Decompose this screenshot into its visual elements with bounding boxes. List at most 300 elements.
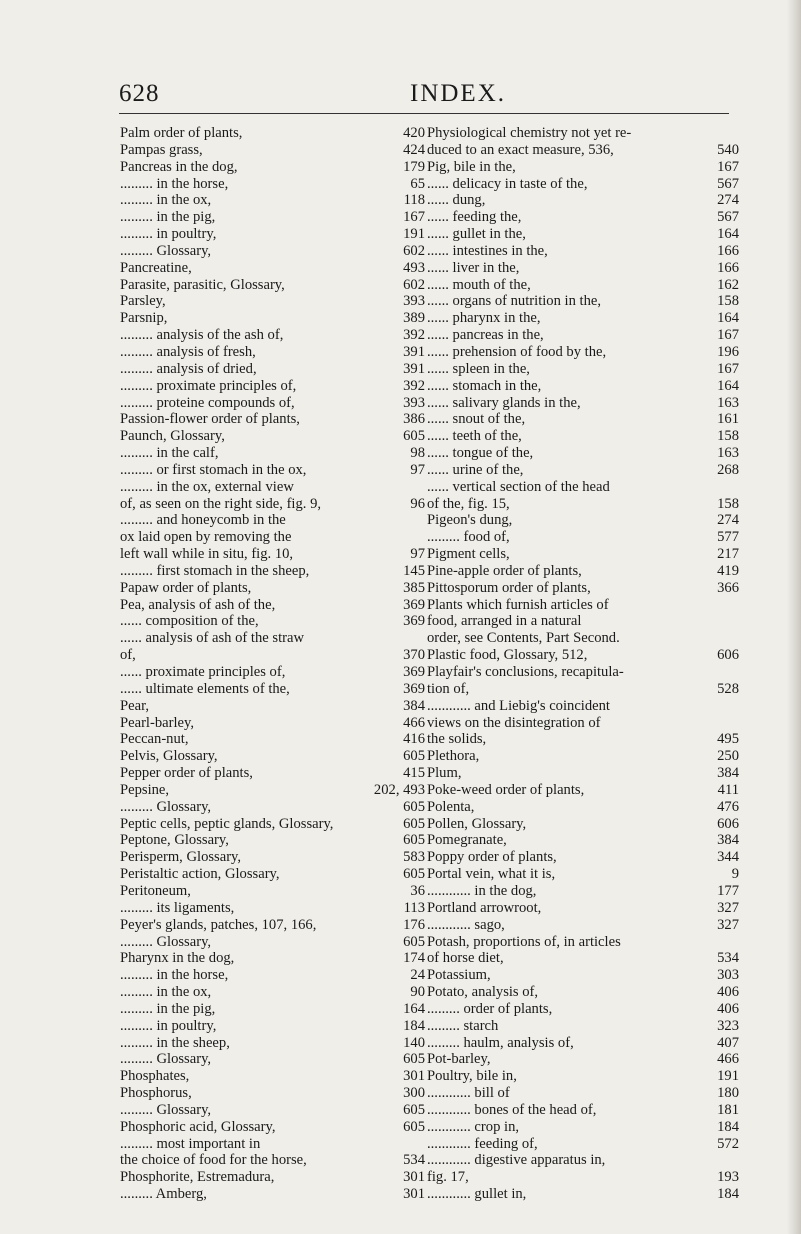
- entry-page-ref: 301: [403, 1068, 425, 1085]
- entry-term: Phosphorite, Estremadura,: [120, 1169, 275, 1186]
- entry-term: ......... first stomach in the sheep,: [120, 562, 310, 579]
- entry-page-ref: 303: [717, 967, 739, 984]
- entry-term: ...... feeding the,: [427, 209, 522, 226]
- entry-term: ......... Glossary,: [120, 798, 212, 815]
- entry-page-ref: 167: [403, 209, 425, 226]
- entry-term: ...... gullet in the,: [427, 226, 526, 243]
- entry-page-ref: 393: [403, 293, 425, 310]
- index-entry: [120, 950, 425, 967]
- page-header: [0, 80, 801, 110]
- index-entry: [120, 529, 425, 546]
- index-entry: [120, 327, 425, 344]
- entry-term: ...... ultimate elements of the,: [120, 680, 290, 697]
- entry-page-ref: 36: [410, 882, 425, 899]
- entry-page-ref: 202, 493: [373, 781, 425, 798]
- left-column: [120, 125, 425, 1203]
- entry-page-ref: 411: [717, 781, 739, 798]
- index-entry: [427, 479, 739, 496]
- entry-term: ......... Amberg,: [120, 1186, 207, 1203]
- entry-term: ......... in poultry,: [120, 226, 217, 243]
- entry-page-ref: 24: [410, 967, 425, 984]
- entry-page-ref: 389: [403, 310, 425, 327]
- entry-term: left wall while in situ, fig. 10,: [120, 546, 294, 563]
- index-entry: [120, 731, 425, 748]
- entry-term: ...... snout of the,: [427, 411, 526, 428]
- entry-term: Perisperm, Glossary,: [120, 849, 242, 866]
- index-entry: [427, 883, 739, 900]
- entry-term: ............ bill of: [427, 1085, 510, 1102]
- entry-term: ......... in the ox,: [120, 192, 212, 209]
- index-entry: [120, 1068, 425, 1085]
- entry-page-ref: 301: [403, 1186, 425, 1203]
- entry-term: Poke-weed order of plants,: [427, 781, 585, 798]
- index-entry: [427, 496, 739, 513]
- entry-term: ......... starch: [427, 1017, 499, 1034]
- entry-term: ......... proteine compounds of,: [120, 394, 295, 411]
- entry-page-ref: 118: [403, 192, 425, 209]
- entry-term: Pear,: [120, 697, 149, 714]
- entry-page-ref: 191: [403, 226, 425, 243]
- index-entry: [120, 967, 425, 984]
- entry-term: ......... in the calf,: [120, 445, 219, 462]
- entry-term: ............ digestive apparatus in,: [427, 1152, 606, 1169]
- entry-term: ......... Glossary,: [120, 1101, 212, 1118]
- index-entry: [120, 883, 425, 900]
- entry-page-ref: 158: [717, 293, 739, 310]
- entry-term: ......... analysis of fresh,: [120, 343, 256, 360]
- entry-term: Plastic food, Glossary, 512,: [427, 647, 588, 664]
- entry-page-ref: 466: [717, 1051, 739, 1068]
- index-entry: [120, 395, 425, 412]
- entry-page-ref: 90: [410, 984, 425, 1001]
- entry-page-ref: 301: [403, 1169, 425, 1186]
- index-entry: [427, 462, 739, 479]
- index-entry: [427, 1152, 739, 1169]
- entry-term: Portland arrowroot,: [427, 899, 542, 916]
- entry-term: ............ sago,: [427, 916, 505, 933]
- index-entry: [427, 866, 739, 883]
- index-entry: [427, 209, 739, 226]
- entry-term: Playfair's conclusions, recapitula-: [427, 664, 624, 680]
- entry-page-ref: 161: [717, 411, 739, 428]
- index-entry: [120, 479, 425, 496]
- entry-page-ref: 606: [717, 815, 739, 832]
- entry-page-ref: 196: [717, 343, 739, 360]
- entry-term: Pomegranate,: [427, 832, 507, 849]
- entry-page-ref: 602: [403, 242, 425, 259]
- entry-page-ref: 193: [717, 1169, 739, 1186]
- index-entry: [427, 310, 739, 327]
- entry-page-ref: 391: [403, 343, 425, 360]
- entry-page-ref: 369: [403, 613, 425, 630]
- index-entry: [120, 799, 425, 816]
- index-entry: [427, 428, 739, 445]
- index-entry: [427, 1001, 739, 1018]
- index-entry: [120, 361, 425, 378]
- entry-term: ............ bones of the head of,: [427, 1101, 597, 1118]
- entry-page-ref: 180: [717, 1085, 739, 1102]
- entry-page-ref: 369: [403, 680, 425, 697]
- index-entry: [120, 1152, 425, 1169]
- entry-term: Pea, analysis of ash of the,: [120, 596, 276, 613]
- index-entry: [427, 142, 739, 159]
- entry-page-ref: 344: [717, 849, 739, 866]
- entry-page-ref: 366: [717, 579, 739, 596]
- entry-page-ref: 466: [403, 714, 425, 731]
- entry-page-ref: 113: [403, 899, 425, 916]
- index-entry: [427, 411, 739, 428]
- entry-page-ref: 164: [717, 377, 739, 394]
- index-entry: [120, 917, 425, 934]
- index-entry: [120, 934, 425, 951]
- entry-term: Phosphorus,: [120, 1085, 192, 1102]
- entry-term: ......... Glossary,: [120, 933, 212, 950]
- entry-page-ref: 250: [717, 748, 739, 765]
- entry-term: Plethora,: [427, 748, 480, 765]
- entry-page-ref: 406: [717, 1000, 739, 1017]
- entry-page-ref: 386: [403, 411, 425, 428]
- entry-term: order, see Contents, Part Second.: [427, 630, 620, 647]
- index-entry: [120, 1085, 425, 1102]
- entry-term: ...... proximate principles of,: [120, 664, 286, 680]
- entry-term: ......... Glossary,: [120, 1051, 212, 1068]
- index-entry: [120, 344, 425, 361]
- entry-term: ...... mouth of the,: [427, 276, 531, 293]
- entry-term: Pot-barley,: [427, 1051, 491, 1068]
- entry-page-ref: 605: [403, 815, 425, 832]
- entry-term: Potassium,: [427, 967, 491, 984]
- entry-term: ......... in the ox, external view: [120, 478, 294, 495]
- entry-page-ref: 572: [717, 1135, 739, 1152]
- entry-term: ............ crop in,: [427, 1118, 520, 1135]
- index-entry: [427, 900, 739, 917]
- entry-page-ref: 495: [717, 731, 739, 748]
- entry-page-ref: 184: [717, 1186, 739, 1203]
- index-entry: [120, 613, 425, 630]
- index-entry: [427, 849, 739, 866]
- entry-term: ...... pancreas in the,: [427, 327, 544, 344]
- entry-term: ...... prehension of food by the,: [427, 343, 607, 360]
- entry-term: ...... dung,: [427, 192, 486, 209]
- entry-page-ref: 384: [717, 765, 739, 782]
- index-entry: [120, 563, 425, 580]
- index-entry: [427, 1085, 739, 1102]
- entry-term: Pepsine,: [120, 781, 170, 798]
- entry-term: ......... analysis of the ash of,: [120, 327, 284, 344]
- entry-term: ...... salivary glands in the,: [427, 394, 581, 411]
- entry-page-ref: 98: [410, 445, 425, 462]
- entry-term: Physiological chemistry not yet re-: [427, 125, 632, 141]
- right-column: [427, 125, 739, 1203]
- index-entry: [120, 192, 425, 209]
- entry-page-ref: 369: [403, 664, 425, 680]
- entry-term: ......... analysis of dried,: [120, 360, 257, 377]
- entry-term: ......... in the pig,: [120, 1000, 216, 1017]
- index-entry: [427, 715, 739, 732]
- entry-term: ......... its ligaments,: [120, 899, 235, 916]
- index-entry: [427, 597, 739, 614]
- index-entry: [120, 1018, 425, 1035]
- entry-term: Peccan-nut,: [120, 731, 189, 748]
- entry-page-ref: 369: [403, 596, 425, 613]
- index-entry: [427, 681, 739, 698]
- entry-term: ......... most important in: [120, 1135, 261, 1152]
- entry-term: ............ and Liebig's coincident: [427, 697, 610, 714]
- entry-page-ref: 145: [403, 562, 425, 579]
- index-entry: [427, 260, 739, 277]
- index-entry: [427, 395, 739, 412]
- index-entry: [427, 950, 739, 967]
- entry-page-ref: 420: [403, 125, 425, 141]
- entry-page-ref: 370: [403, 647, 425, 664]
- index-entry: [427, 664, 739, 681]
- index-entry: [120, 1169, 425, 1186]
- entry-term: ox laid open by removing the: [120, 529, 292, 546]
- index-entry: [120, 277, 425, 294]
- entry-page-ref: 605: [403, 866, 425, 883]
- index-entry: [120, 1035, 425, 1052]
- entry-page-ref: 164: [717, 226, 739, 243]
- index-entry: [427, 832, 739, 849]
- index-entry: [120, 580, 425, 597]
- entry-term: ......... haulm, analysis of,: [427, 1034, 574, 1051]
- entry-page-ref: 274: [717, 192, 739, 209]
- entry-page-ref: 96: [410, 495, 425, 512]
- index-entry: [120, 715, 425, 732]
- entry-term: Potato, analysis of,: [427, 984, 539, 1001]
- index-entry: [120, 428, 425, 445]
- entry-page-ref: 528: [717, 680, 739, 697]
- entry-term: fig. 17,: [427, 1169, 469, 1186]
- entry-page-ref: 163: [717, 394, 739, 411]
- index-entry: [120, 984, 425, 1001]
- entry-term: Peyer's glands, patches, 107, 166,: [120, 916, 317, 933]
- index-entry: [120, 1186, 425, 1203]
- entry-page-ref: 176: [403, 916, 425, 933]
- index-entry: [427, 1186, 739, 1203]
- index-entry: [427, 1102, 739, 1119]
- entry-page-ref: 424: [403, 141, 425, 158]
- entry-page-ref: 184: [403, 1017, 425, 1034]
- entry-page-ref: 97: [410, 461, 425, 478]
- entry-term: Portal vein, what it is,: [427, 866, 556, 883]
- index-entry: [120, 866, 425, 883]
- entry-term: ...... vertical section of the head: [427, 478, 610, 495]
- index-entry: [427, 1018, 739, 1035]
- header-rule: [119, 113, 729, 114]
- index-entry: [120, 176, 425, 193]
- index-entry: [427, 1136, 739, 1153]
- entry-term: Peptone, Glossary,: [120, 832, 229, 849]
- entry-page-ref: 605: [403, 428, 425, 445]
- entry-term: ......... in the horse,: [120, 175, 229, 192]
- index-entry: [120, 849, 425, 866]
- entry-term: the solids,: [427, 731, 487, 748]
- entry-page-ref: 179: [403, 158, 425, 175]
- entry-page-ref: 415: [403, 765, 425, 782]
- index-entry: [427, 984, 739, 1001]
- entry-term: Parsley,: [120, 293, 166, 310]
- entry-page-ref: 534: [403, 1152, 425, 1169]
- index-entry: [120, 1136, 425, 1153]
- entry-page-ref: 184: [717, 1118, 739, 1135]
- entry-term: ...... intestines in the,: [427, 242, 548, 259]
- entry-page-ref: 9: [731, 866, 739, 883]
- entry-page-ref: 181: [717, 1101, 739, 1118]
- entry-page-ref: 567: [717, 175, 739, 192]
- index-entry: [427, 765, 739, 782]
- entry-page-ref: 327: [717, 916, 739, 933]
- index-entry: [120, 378, 425, 395]
- entry-page-ref: 392: [403, 377, 425, 394]
- index-entry: [120, 1001, 425, 1018]
- entry-page-ref: 534: [717, 950, 739, 967]
- index-entry: [427, 1119, 739, 1136]
- index-entry: [427, 277, 739, 294]
- entry-page-ref: 605: [403, 933, 425, 950]
- entry-page-ref: 605: [403, 1051, 425, 1068]
- entry-term: the choice of food for the horse,: [120, 1152, 307, 1169]
- index-entry: [427, 176, 739, 193]
- index-entry: [427, 1035, 739, 1052]
- entry-term: ...... pharynx in the,: [427, 310, 541, 327]
- index-entry: [427, 1068, 739, 1085]
- entry-term: food, arranged in a natural: [427, 613, 582, 630]
- entry-term: Pigment cells,: [427, 546, 510, 563]
- entry-page-ref: 268: [717, 461, 739, 478]
- entry-page-ref: 323: [717, 1017, 739, 1034]
- entry-page-ref: 540: [717, 141, 739, 158]
- index-entry: [120, 1119, 425, 1136]
- entry-term: of the, fig. 15,: [427, 495, 510, 512]
- entry-term: Palm order of plants,: [120, 125, 243, 141]
- index-entry: [427, 243, 739, 260]
- entry-page-ref: 605: [403, 748, 425, 765]
- entry-term: Pampas grass,: [120, 141, 203, 158]
- index-entry: [427, 630, 739, 647]
- entry-page-ref: 407: [717, 1034, 739, 1051]
- entry-page-ref: 217: [717, 546, 739, 563]
- page-edge: [787, 0, 801, 1234]
- entry-page-ref: 606: [717, 647, 739, 664]
- entry-term: Pigeon's dung,: [427, 512, 513, 529]
- index-entry: [120, 900, 425, 917]
- index-entry: [427, 917, 739, 934]
- entry-term: ...... stomach in the,: [427, 377, 542, 394]
- entry-term: Pearl-barley,: [120, 714, 195, 731]
- entry-term: Phosphates,: [120, 1068, 190, 1085]
- entry-term: ......... proximate principles of,: [120, 377, 297, 394]
- entry-term: ......... or first stomach in the ox,: [120, 461, 307, 478]
- entry-term: Poultry, bile in,: [427, 1068, 517, 1085]
- entry-page-ref: 158: [717, 428, 739, 445]
- entry-term: Pharynx in the dog,: [120, 950, 235, 967]
- index-entry: [120, 142, 425, 159]
- entry-term: Pancreatine,: [120, 259, 192, 276]
- index-entry: [427, 529, 739, 546]
- entry-page-ref: 97: [410, 546, 425, 563]
- index-entry: [120, 546, 425, 563]
- entry-page-ref: 476: [717, 798, 739, 815]
- entry-page-ref: 602: [403, 276, 425, 293]
- entry-page-ref: 493: [403, 259, 425, 276]
- page-title: INDEX.: [410, 80, 507, 107]
- index-entry: [120, 630, 425, 647]
- entry-term: ......... food of,: [427, 529, 510, 546]
- entry-term: Pancreas in the dog,: [120, 158, 238, 175]
- index-entry: [120, 597, 425, 614]
- index-entry: [120, 411, 425, 428]
- index-entry: [120, 496, 425, 513]
- entry-page-ref: 164: [403, 1000, 425, 1017]
- entry-term: ......... in the ox,: [120, 984, 212, 1001]
- entry-page-ref: 167: [717, 360, 739, 377]
- index-entry: [427, 192, 739, 209]
- index-entry: [427, 512, 739, 529]
- entry-page-ref: 177: [717, 882, 739, 899]
- entry-page-ref: 191: [717, 1068, 739, 1085]
- index-entry: [427, 1169, 739, 1186]
- index-entry: [120, 159, 425, 176]
- entry-term: ...... analysis of ash of the straw: [120, 630, 305, 647]
- entry-page-ref: 167: [717, 158, 739, 175]
- entry-page-ref: 393: [403, 394, 425, 411]
- index-entry: [427, 580, 739, 597]
- entry-page-ref: 605: [403, 832, 425, 849]
- entry-page-ref: 416: [403, 731, 425, 748]
- entry-page-ref: 300: [403, 1085, 425, 1102]
- entry-term: Paunch, Glossary,: [120, 428, 225, 445]
- entry-term: ............ gullet in,: [427, 1186, 527, 1203]
- entry-term: ......... in the horse,: [120, 967, 229, 984]
- entry-term: ...... urine of the,: [427, 461, 524, 478]
- entry-page-ref: 406: [717, 984, 739, 1001]
- index-entry: [120, 209, 425, 226]
- index-entry: [120, 293, 425, 310]
- entry-page-ref: 567: [717, 209, 739, 226]
- index-entry: [120, 226, 425, 243]
- index-entry: [120, 445, 425, 462]
- entry-term: Pittosporum order of plants,: [427, 579, 591, 596]
- entry-page-ref: 384: [717, 832, 739, 849]
- entry-term: ......... in the sheep,: [120, 1034, 230, 1051]
- entry-term: ......... and honeycomb in the: [120, 512, 286, 529]
- index-entry: [120, 681, 425, 698]
- entry-page-ref: 391: [403, 360, 425, 377]
- entry-term: Pollen, Glossary,: [427, 815, 527, 832]
- index-entry: [427, 816, 739, 833]
- index-entry: [120, 782, 425, 799]
- entry-page-ref: 605: [403, 1118, 425, 1135]
- entry-page-ref: 174: [403, 950, 425, 967]
- index-entry: [427, 445, 739, 462]
- entry-page-ref: 166: [717, 259, 739, 276]
- entry-term: of, as seen on the right side, fig. 9,: [120, 495, 322, 512]
- index-entry: [120, 698, 425, 715]
- index-entry: [427, 563, 739, 580]
- index-entry: [120, 1102, 425, 1119]
- index-entry: [427, 344, 739, 361]
- entry-page-ref: 577: [717, 529, 739, 546]
- entry-term: ...... liver in the,: [427, 259, 520, 276]
- entry-term: ............ feeding of,: [427, 1135, 538, 1152]
- page-number: 628: [119, 80, 160, 107]
- entry-term: tion of,: [427, 680, 470, 697]
- index-entry: [427, 226, 739, 243]
- index-entry: [427, 293, 739, 310]
- index-entry: [427, 731, 739, 748]
- index-entry: [120, 647, 425, 664]
